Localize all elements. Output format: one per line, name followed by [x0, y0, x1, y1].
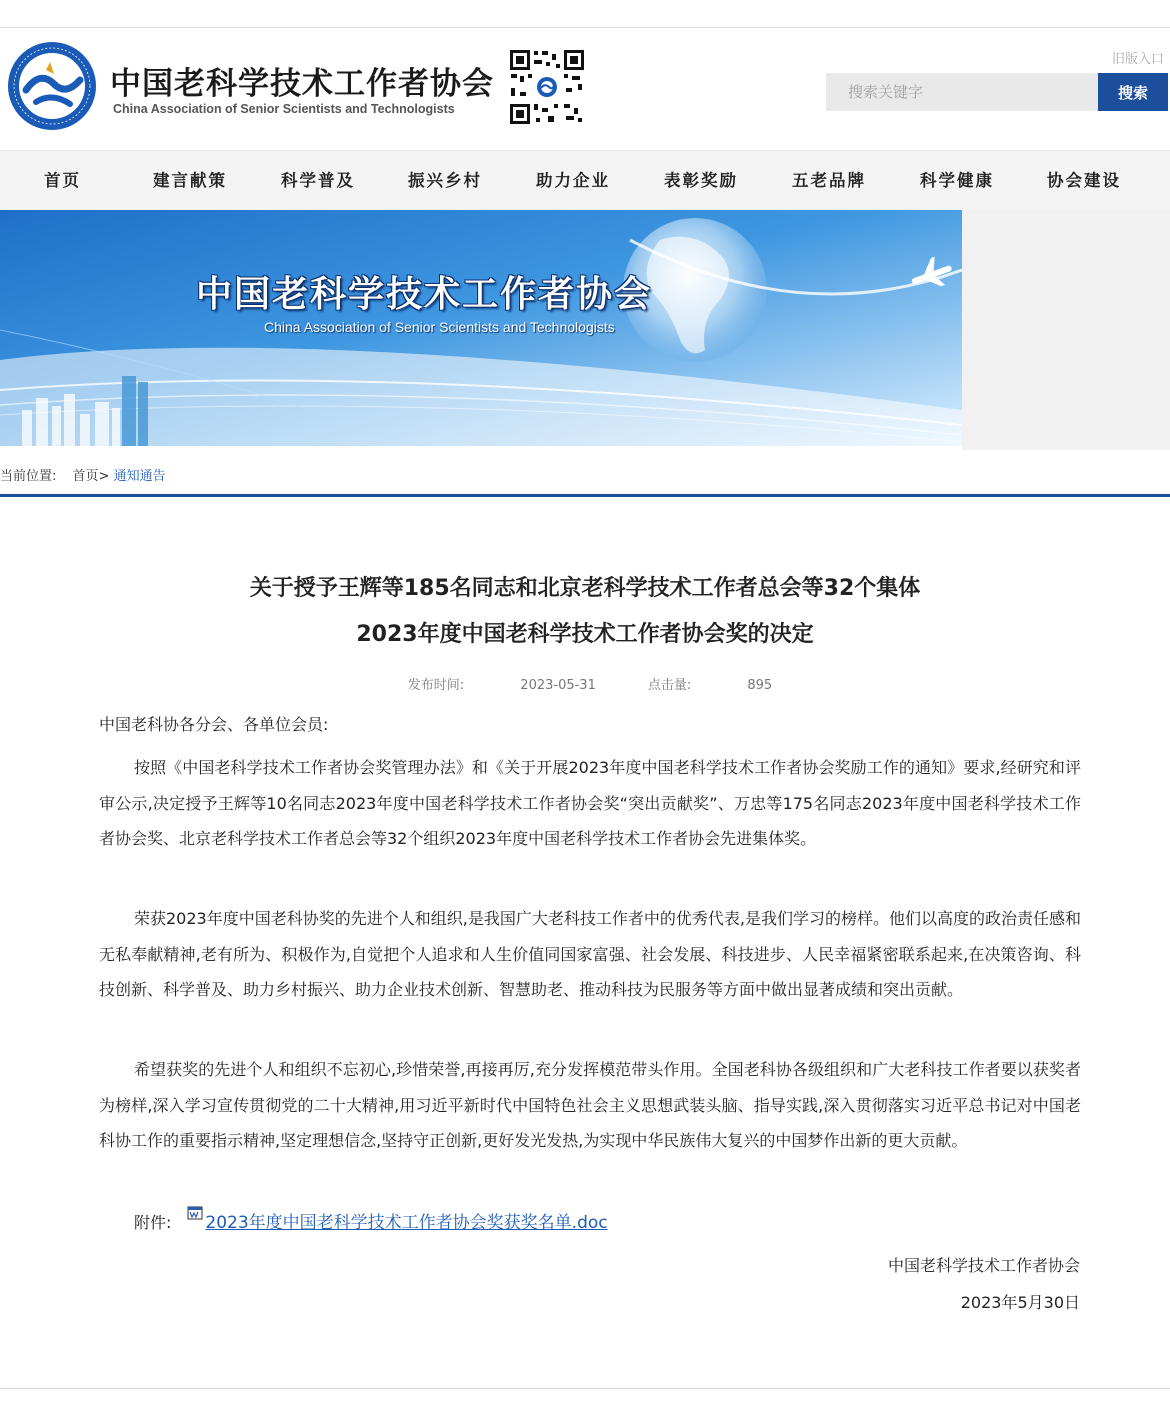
attachment-link[interactable]: 2023年度中国老科学技术工作者协会奖获奖名单.doc: [205, 1213, 608, 1233]
breadcrumb-home[interactable]: 首页: [72, 469, 99, 484]
nav-item-rural[interactable]: 振兴乡村: [408, 171, 482, 190]
hit-count: [648, 678, 772, 693]
nav-item-science-pop[interactable]: 科学普及: [281, 171, 355, 190]
signature-organization: 中国老科学技术工作者协会: [887, 1256, 1080, 1275]
article-title-line-2: 2023年度中国老科学技术工作者协会奖的决定: [356, 622, 814, 647]
breadcrumb-label: 当前位置:: [0, 469, 57, 484]
nav-item-advice[interactable]: 建言献策: [153, 171, 227, 190]
nav-item-health[interactable]: 科学健康: [920, 171, 994, 190]
breadcrumb-current[interactable]: 通知通告: [113, 469, 166, 484]
section-divider: [0, 494, 1170, 497]
site-subtitle: China Association of Senior Scientists and Technologists: [113, 102, 455, 116]
nav-item-awards[interactable]: 表彰奖励: [664, 171, 738, 190]
hits-value: 895: [747, 678, 773, 693]
banner-title: 中国老科学技术工作者协会: [196, 273, 653, 315]
article-meta: [0, 674, 1170, 693]
nav-item-enterprise[interactable]: 助力企业: [536, 171, 610, 190]
main-nav: [0, 150, 1170, 210]
association-logo[interactable]: [6, 40, 98, 132]
banner-subtitle: China Association of Senior Scientists and Technologists: [264, 319, 615, 335]
old-version-link[interactable]: 旧版入口: [1112, 52, 1165, 67]
hits-label: 点击量:: [647, 678, 692, 693]
publish-date: 2023-05-31: [520, 678, 596, 693]
article-title-line-1: 关于授予王辉等185名同志和北京老科学技术工作者总会等32个集体: [249, 576, 921, 601]
breadcrumb-separator: >: [98, 469, 110, 484]
attachment-label: 附件:: [134, 1213, 172, 1232]
salutation: 中国老科协各分会、各单位会员:: [99, 715, 329, 734]
publish-label: 发布时间:: [407, 678, 465, 693]
signature-date: 2023年5月30日: [960, 1293, 1080, 1312]
qr-code: [508, 48, 586, 126]
top-strip: [0, 0, 1170, 28]
doc-file-icon: [187, 1206, 203, 1220]
breadcrumb: [0, 465, 166, 484]
site-title: 中国老科学技术工作者协会: [110, 66, 494, 102]
search-button[interactable]: 搜索: [1098, 73, 1168, 111]
paragraph-2: 荣获2023年度中国老科协奖的先进个人和组织,是我国广大老科技工作者中的优秀代表,是我们学习的榜样。他们以高度的政治责任感和无私奉献精神,老有所为、积极作为,自觉把个人追求和人生价值同国家富强、社会发展、科技进步、人民幸福紧密联系起来,在决策咨询、科技创新、科学普及、助力乡村振兴、助力企业技术创新、智慧助老、推动科技为民服务等方面中做出显著成绩和突出贡献。: [99, 909, 1081, 999]
search-input[interactable]: [826, 73, 1098, 111]
attachment: [134, 1208, 608, 1233]
footer-divider: [0, 1388, 1170, 1389]
nav-item-building[interactable]: 协会建设: [1047, 171, 1121, 190]
publish-time: [408, 678, 596, 693]
nav-item-home[interactable]: 首页: [44, 171, 81, 190]
paragraph-3: 希望获奖的先进个人和组织不忘初心,珍惜荣誉,再接再厉,充分发挥模范带头作用。全国老科协各级组织和广大老科技工作者要以获奖者为榜样,深入学习宣传贯彻党的二十大精神,用习近平新时代中国特色社会主义思想武装头脑、指导实践,深入贯彻落实习近平总书记对中国老科协工作的重要指示精神,坚定理想信念,坚持守正创新,更好发光发热,为实现中华民族伟大复兴的中国梦作出新的更大贡献。: [99, 1060, 1081, 1150]
nav-item-brand[interactable]: 五老品牌: [792, 171, 866, 190]
paragraph-1: 按照《中国老科学技术工作者协会奖管理办法》和《关于开展2023年度中国老科学技术工作者协会奖励工作的通知》要求,经研究和评审公示,决定授予王辉等10名同志2023年度中国老科学技术工作者协会奖“突出贡献奖”、万忠等175名同志2023年度中国老科学技术工作者协会奖、北京老科学技术工作者总会等32个组织2023年度中国老科学技术工作者协会先进集体奖。: [99, 758, 1081, 848]
